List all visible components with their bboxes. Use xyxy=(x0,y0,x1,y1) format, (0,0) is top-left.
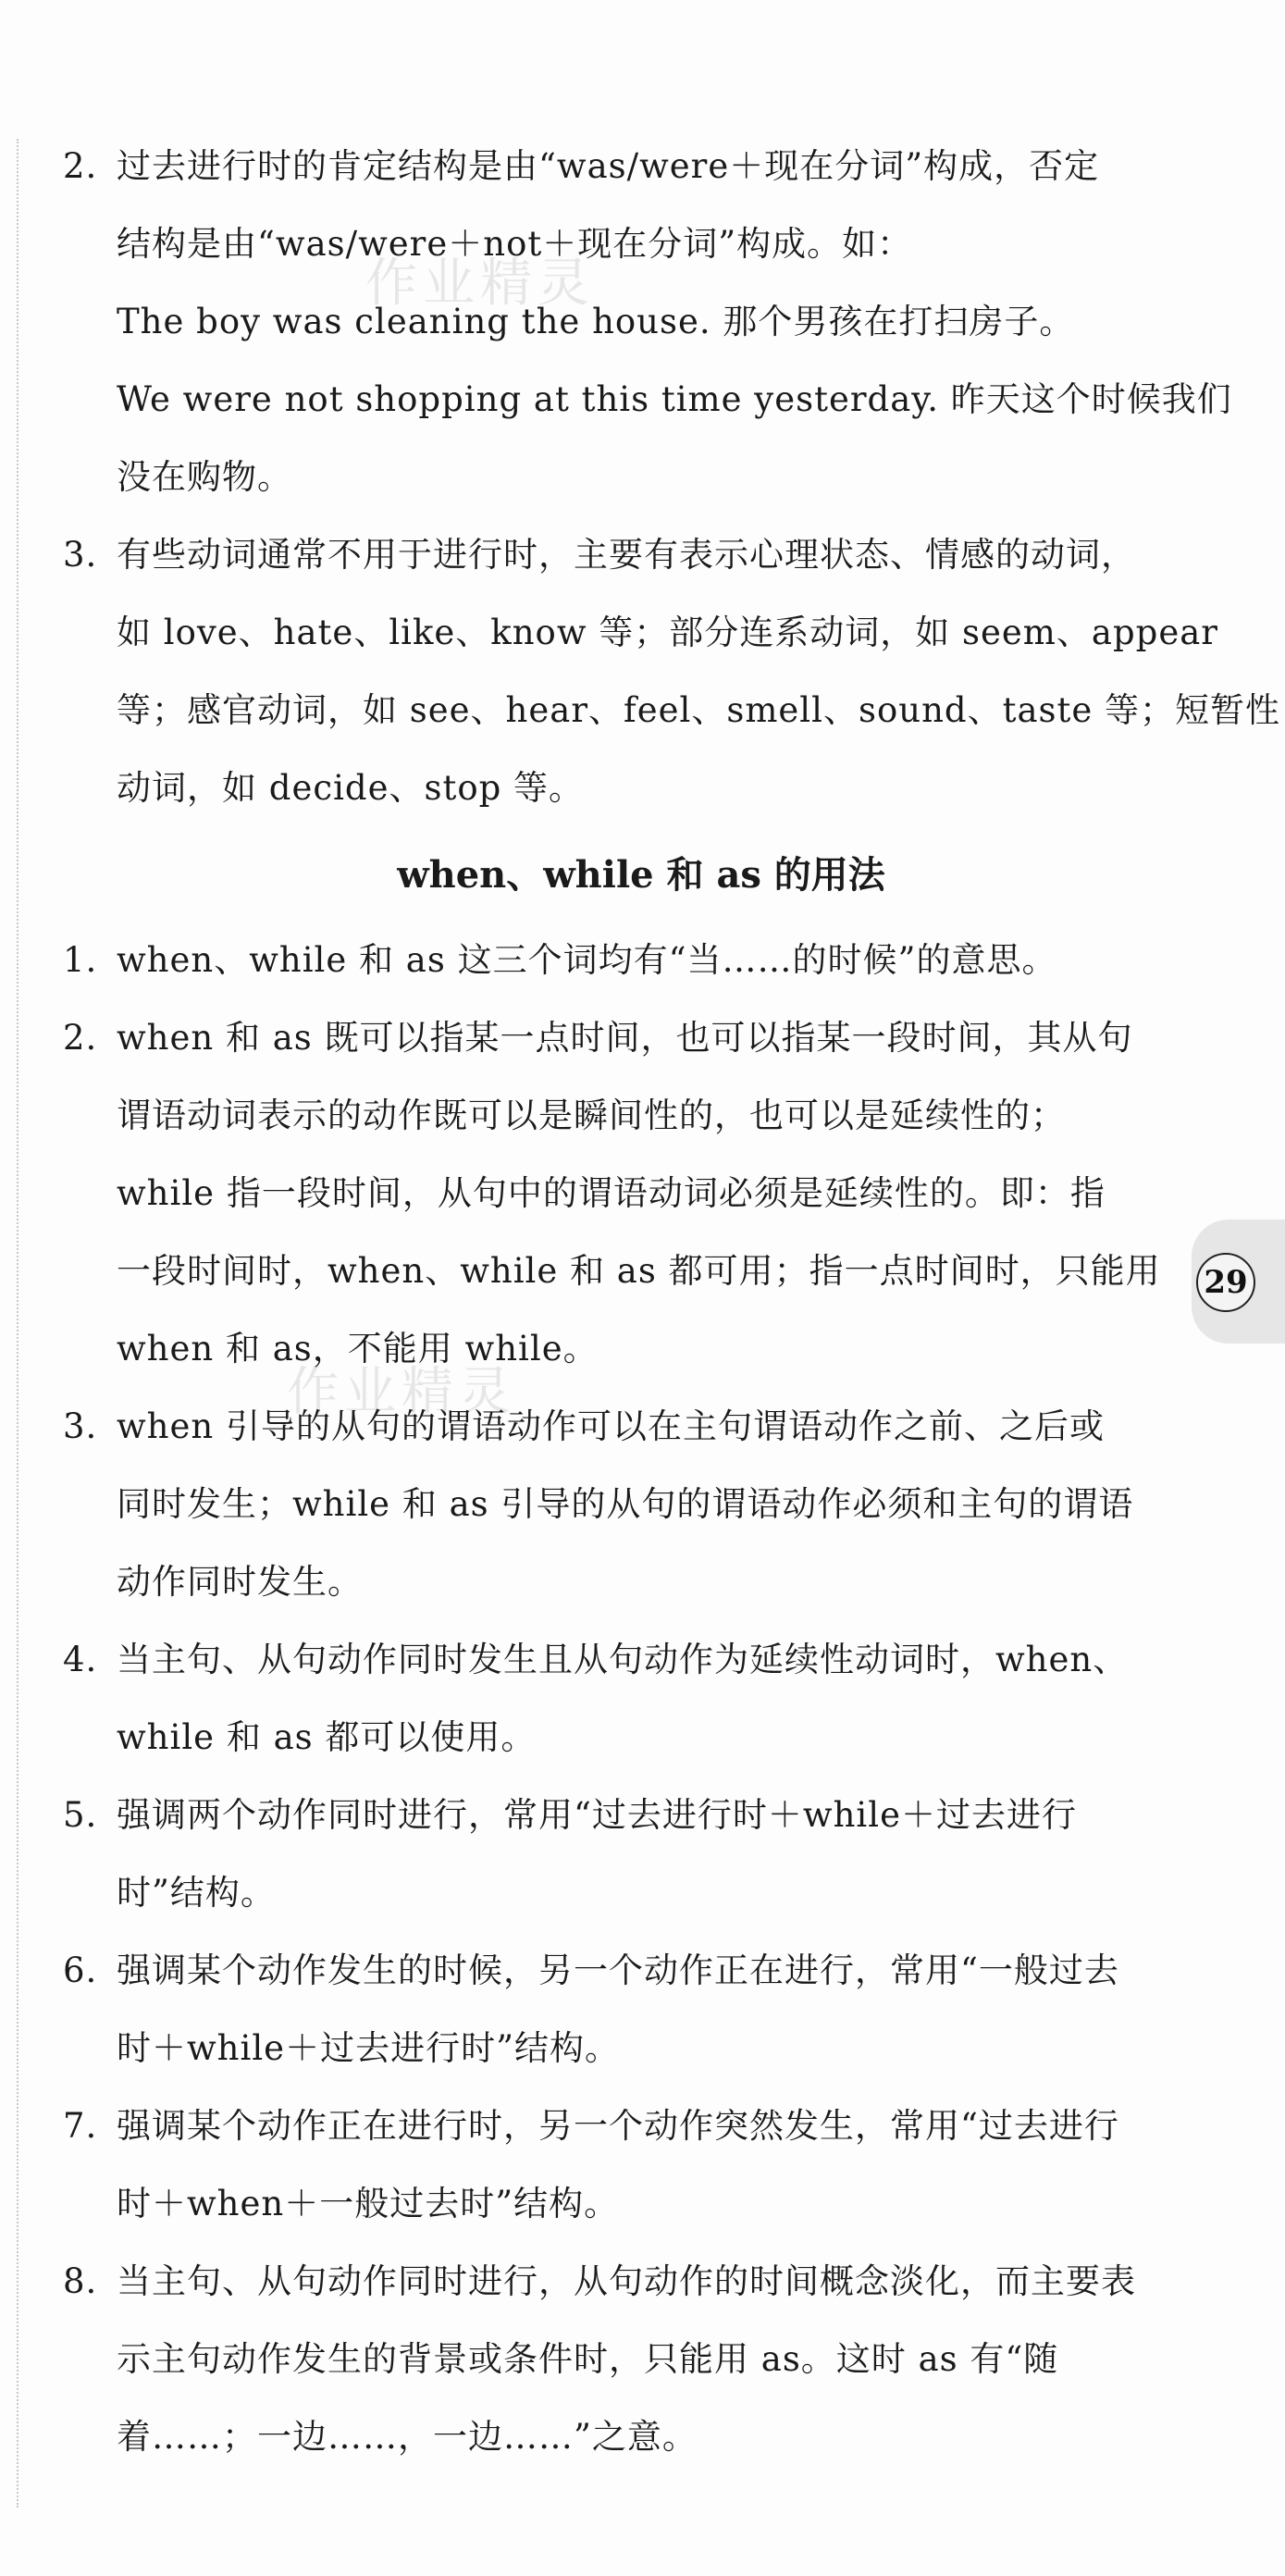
section-item-5 xyxy=(63,1777,1166,1932)
item-text-line: 当主句、从句动作同时进行，从句动作的时间概念淡化，而主要表 xyxy=(117,2261,1136,2301)
item-text-line: when 和 as，不能用 while。 xyxy=(117,1329,599,1368)
item-number: 5. xyxy=(63,1795,98,1835)
item-number: 8. xyxy=(63,2261,98,2301)
item-text-line: 结构是由“was/were＋not＋现在分词”构成。如： xyxy=(117,224,913,264)
item-number: 2. xyxy=(63,1018,98,1058)
item-number: 6. xyxy=(63,1951,98,1990)
item-text-line: 示主句动作发生的背景或条件时，只能用 as。这时 as 有“随 xyxy=(117,2339,1059,2379)
section-item-4 xyxy=(63,1621,1166,1777)
item-text-line: 如 love、hate、like、know 等；部分连系动词，如 seem、appear xyxy=(117,613,1218,652)
item-text-line: 没在购物。 xyxy=(117,457,292,497)
section-item-6 xyxy=(63,1932,1166,2087)
item-text-line: 强调两个动作同时进行，常用“过去进行时＋while＋过去进行 xyxy=(117,1795,1077,1835)
section-item-7 xyxy=(63,2087,1166,2243)
item-number: 4. xyxy=(63,1640,98,1679)
item-text-line: 当主句、从句动作同时发生且从句动作为延续性动词时，when、 xyxy=(117,1640,1129,1679)
section-item-1 xyxy=(63,922,1166,999)
item-text-line: 动作同时发生。 xyxy=(117,1562,363,1602)
item-text-line: 时＋while＋过去进行时”结构。 xyxy=(117,2028,620,2068)
item-number: 2. xyxy=(63,146,98,186)
item-text-line: The boy was cleaning the house. 那个男孩在打扫房子。 xyxy=(117,302,1075,341)
section-list xyxy=(63,922,1166,2476)
item-number: 3. xyxy=(63,1406,98,1446)
item-text-line: 一段时间时，when、while 和 as 都可用；指一点时间时，只能用 xyxy=(117,1251,1161,1291)
item-text-line: 同时发生；while 和 as 引导的从句的谓语动作必须和主句的谓语 xyxy=(117,1484,1134,1524)
top-list xyxy=(63,128,1281,827)
item-text-line: 动词，如 decide、stop 等。 xyxy=(117,768,585,808)
item-number: 3. xyxy=(63,535,98,575)
item-text-line: when 引导的从句的谓语动作可以在主句谓语动作之前、之后或 xyxy=(117,1406,1105,1446)
top-item-1 xyxy=(63,128,1232,516)
item-text-line: 时＋when＋一般过去时”结构。 xyxy=(117,2184,620,2223)
watermark-middle: 作业精灵 xyxy=(287,1362,516,1422)
item-text-line: 着……；一边……，一边……”之意。 xyxy=(117,2417,698,2457)
section-heading: when、while 和 as 的用法 xyxy=(397,853,885,897)
item-text-line: when 和 as 既可以指某一点时间，也可以指某一段时间，其从句 xyxy=(117,1018,1133,1058)
section-item-3 xyxy=(63,1388,1166,1621)
item-text-line: while 和 as 都可以使用。 xyxy=(117,1717,537,1757)
section-item-2 xyxy=(63,999,1166,1388)
item-text-line: 强调某个动作正在进行时，另一个动作突然发生，常用“过去进行 xyxy=(117,2106,1119,2146)
item-text-line: when、while 和 as 这三个词均有“当……的时候”的意思。 xyxy=(117,940,1057,980)
item-text-line: 时”结构。 xyxy=(117,1873,276,1913)
binding-dotted-line xyxy=(17,139,19,2508)
page-number-badge: 29 xyxy=(1196,1253,1255,1312)
item-text-line: 谓语动词表示的动作既可以是瞬间性的，也可以是延续性的； xyxy=(117,1096,1066,1135)
item-text-line: while 指一段时间，从句中的谓语动词必须是延续性的。即：指 xyxy=(117,1173,1106,1213)
section-item-8 xyxy=(63,2243,1166,2476)
item-text-line: 有些动词通常不用于进行时，主要有表示心理状态、情感的动词， xyxy=(117,535,1136,575)
item-number: 1. xyxy=(63,940,98,980)
item-text-line: 过去进行时的肯定结构是由“was/were＋现在分词”构成，否定 xyxy=(117,146,1100,186)
item-text-line: We were not shopping at this time yesterday. 昨天这个时候我们 xyxy=(117,379,1232,419)
watermark-top: 作业精灵 xyxy=(365,254,595,314)
item-text-line: 强调某个动作发生的时候，另一个动作正在进行，常用“一般过去 xyxy=(117,1951,1119,1990)
item-number: 7. xyxy=(63,2106,98,2146)
item-text-line: 等；感官动词，如 see、hear、feel、smell、sound、taste 等；短暂性 xyxy=(117,690,1281,730)
top-item-2 xyxy=(63,516,1281,827)
